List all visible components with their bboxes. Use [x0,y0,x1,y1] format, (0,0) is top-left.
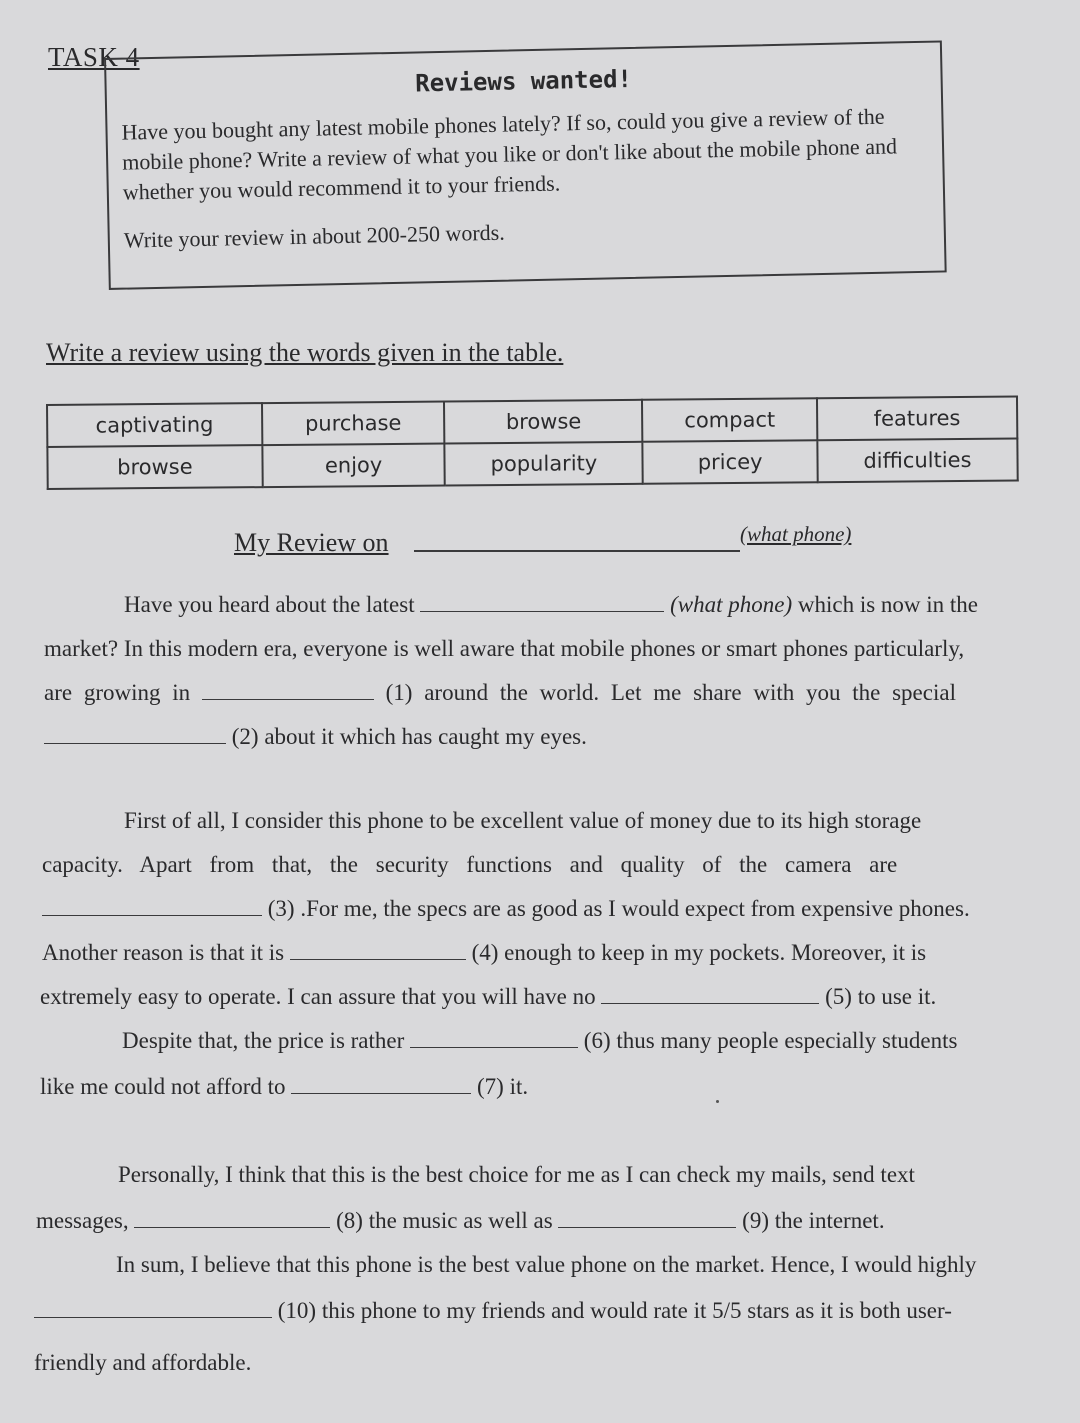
blank-10[interactable] [34,1299,272,1318]
line-text: (6) thus many people especially students [583,1028,958,1053]
word-limit: Write your review in about 200-250 words. [123,219,505,253]
instruction: Write a review using the words given in the table. [46,338,564,367]
line-text: (3) .For me, the specs are as good as I would expect from expensive phones. [267,896,970,921]
review-line: Personally, I think that this is the best choice for me as I can check my mails, send text [118,1162,915,1187]
line-text: (1) around the world. Let me share with you the special [385,680,956,705]
line-text: messages, [36,1208,129,1233]
brief-box [104,40,947,289]
table-cell: purchase [262,402,445,446]
review-line [40,984,936,1010]
line-text: (7) it. [477,1074,529,1099]
table-cell: captivating [47,403,262,447]
blank-4[interactable] [290,941,466,960]
blank-3[interactable] [42,897,262,916]
review-line [34,1298,952,1324]
table-cell: browse [444,400,642,444]
review-line: capacity. Apart from that, the security functions and quality of the camera are [42,852,898,877]
line-text: like me could not afford to [40,1074,286,1099]
phone-blank[interactable] [420,593,664,612]
line-text: Another reason is that it is [42,940,285,965]
blank-5[interactable] [601,985,819,1004]
table-cell: enjoy [262,444,445,488]
review-line [122,1028,957,1054]
line-text: Have you heard about the latest [124,592,415,617]
hint-text: (what phone) [670,592,793,617]
blank-2[interactable] [44,725,226,744]
review-line [42,940,926,966]
table-cell: browse [47,445,262,489]
task-title: TASK 4 [48,42,140,72]
blank-6[interactable] [410,1029,578,1048]
line-text: (9) the internet. [742,1208,885,1233]
table-cell: pricey [643,440,818,484]
title-hint: (what phone) [740,522,852,546]
table-cell: popularity [445,442,643,486]
review-line [42,896,970,922]
line-text: (5) to use it. [825,984,937,1009]
brief-text: Have you bought any latest mobile phones lately? If so, could you give a review of the mobile phone? Write a review of what you like or don't like about the mobile phone and whether you would recommend it to your friends. [121,103,898,205]
brief-heading: Reviews wanted! [414,64,633,98]
table-cell: compact [642,398,817,442]
review-line [44,724,587,750]
line-text: Despite that, the price is rather [122,1028,405,1053]
line-text: (8) the music as well as [336,1208,553,1233]
review-line [36,1208,885,1234]
line-text: (10) this phone to my friends and would rate it 5/5 stars as it is both user- [277,1298,952,1323]
table-cell: features [817,397,1018,441]
review-title [234,528,389,558]
line-text: (2) about it which has caught my eyes. [231,724,587,749]
word-table [46,396,1019,490]
line-text: (4) enough to keep in my pockets. Moreover, it is [471,940,927,965]
review-line: In sum, I believe that this phone is the best value phone on the market. Hence, I would highly [116,1252,977,1277]
paper-speck [716,1100,719,1103]
line-text: which is now in the [797,592,979,617]
table-cell: difficulties [817,439,1018,483]
review-line [44,680,956,706]
review-line: friendly and affordable. [34,1350,252,1375]
phone-name-blank[interactable] [414,550,740,552]
review-title-text: My Review on [234,528,389,557]
review-line: market? In this modern era, everyone is well aware that mobile phones or smart phones particularly, [44,636,965,661]
blank-9[interactable] [558,1209,736,1228]
blank-1[interactable] [202,681,374,700]
table-row [47,439,1017,489]
blank-8[interactable] [134,1209,330,1228]
review-line [124,592,978,618]
review-line [40,1074,528,1100]
review-line: First of all, I consider this phone to be excellent value of money due to its high storage [124,808,922,833]
line-text: are growing in [44,680,191,705]
blank-7[interactable] [291,1075,471,1094]
line-text: extremely easy to operate. I can assure that you will have no [40,984,596,1009]
